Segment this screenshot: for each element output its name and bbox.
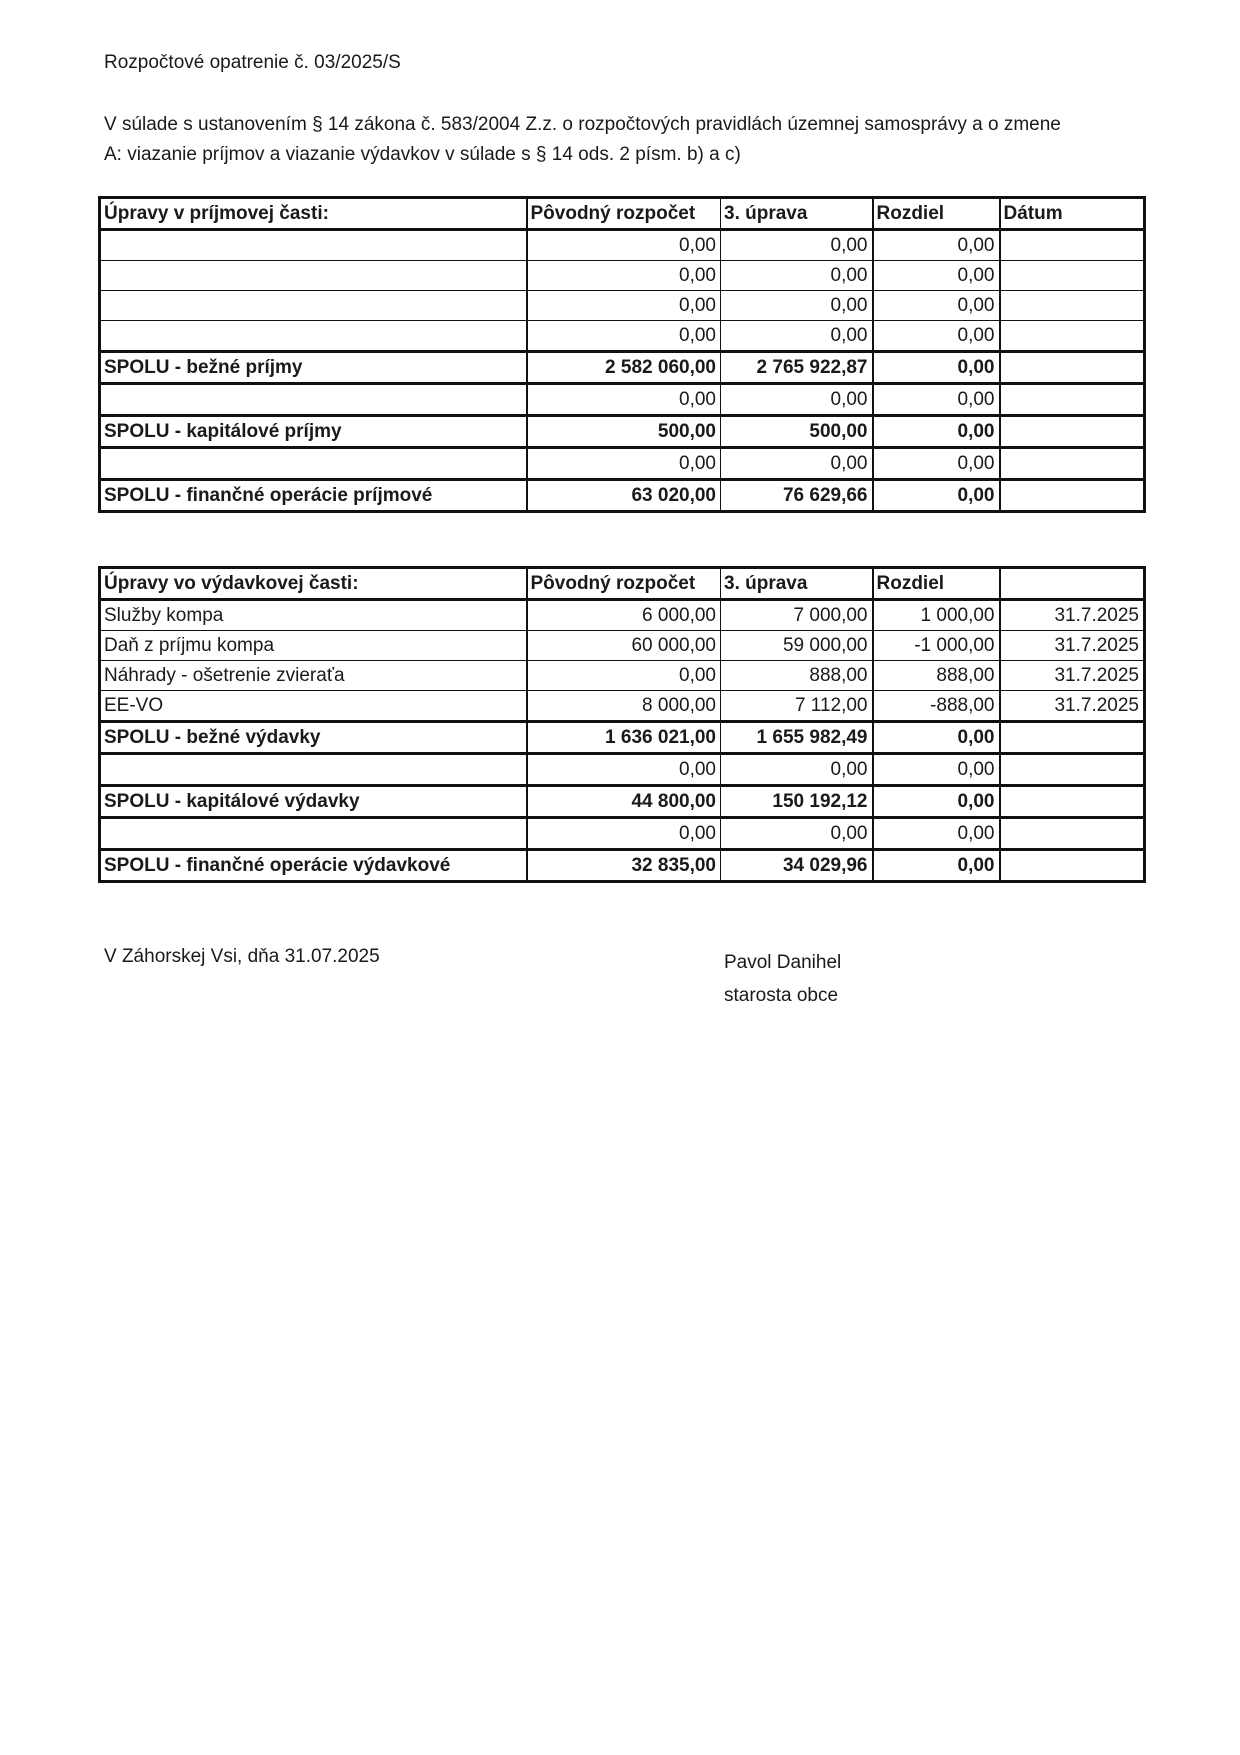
revision-cell: 7 000,00 (721, 600, 873, 631)
date-cell (1000, 480, 1145, 512)
row-label (100, 261, 527, 291)
table-row (100, 448, 1145, 480)
date-cell: 31.7.2025 (1000, 691, 1145, 722)
table-header-row (100, 568, 1145, 600)
table-row (100, 600, 1145, 631)
signer-title: starosta obce (724, 985, 839, 1006)
column-header: Pôvodný rozpočet (527, 568, 721, 600)
difference-cell: 0,00 (873, 416, 1000, 448)
revision-cell: 76 629,66 (721, 480, 873, 512)
expense-table (98, 566, 1146, 883)
difference-cell: 1 000,00 (873, 600, 1000, 631)
revision-cell: 0,00 (721, 291, 873, 321)
original-budget-cell: 44 800,00 (527, 786, 721, 818)
table-row (100, 321, 1145, 352)
revision-cell: 0,00 (721, 818, 873, 850)
difference-cell: 0,00 (873, 291, 1000, 321)
table-row (100, 631, 1145, 661)
original-budget-cell: 0,00 (527, 448, 721, 480)
table-row (100, 661, 1145, 691)
revision-cell: 0,00 (721, 754, 873, 786)
row-label (100, 384, 527, 416)
column-header: 3. úprava (721, 568, 873, 600)
date-cell (1000, 818, 1145, 850)
original-budget-cell: 0,00 (527, 291, 721, 321)
row-label: SPOLU - finančné operácie príjmové (100, 480, 527, 512)
original-budget-cell: 60 000,00 (527, 631, 721, 661)
table-header-row (100, 198, 1145, 230)
original-budget-cell: 0,00 (527, 754, 721, 786)
revision-cell: 0,00 (721, 230, 873, 261)
difference-cell: 888,00 (873, 661, 1000, 691)
revision-cell: 0,00 (721, 448, 873, 480)
intro-line-1: V súlade s ustanovením § 14 zákona č. 583/2004 Z.z. o rozpočtových pravidlách územnej samosprávy a o zmene (104, 114, 1061, 135)
intro-line-2: A: viazanie príjmov a viazanie výdavkov v súlade s § 14 ods. 2 písm. b) a c) (104, 144, 741, 165)
date-cell: 31.7.2025 (1000, 661, 1145, 691)
date-cell (1000, 786, 1145, 818)
total-row (100, 722, 1145, 754)
table-row (100, 291, 1145, 321)
original-budget-cell: 0,00 (527, 818, 721, 850)
total-row (100, 416, 1145, 448)
row-label: SPOLU - kapitálové príjmy (100, 416, 527, 448)
total-row (100, 352, 1145, 384)
row-label (100, 291, 527, 321)
difference-cell: 0,00 (873, 754, 1000, 786)
date-cell (1000, 230, 1145, 261)
date-cell (1000, 321, 1145, 352)
revision-cell: 0,00 (721, 261, 873, 291)
date-cell (1000, 352, 1145, 384)
total-row (100, 786, 1145, 818)
date-cell: 31.7.2025 (1000, 600, 1145, 631)
revision-cell: 2 765 922,87 (721, 352, 873, 384)
table-row (100, 384, 1145, 416)
row-label: SPOLU - kapitálové výdavky (100, 786, 527, 818)
date-cell (1000, 384, 1145, 416)
original-budget-cell: 63 020,00 (527, 480, 721, 512)
revision-cell: 888,00 (721, 661, 873, 691)
row-label: SPOLU - bežné výdavky (100, 722, 527, 754)
difference-cell: -1 000,00 (873, 631, 1000, 661)
column-header: Úpravy v príjmovej časti: (100, 198, 527, 230)
original-budget-cell: 8 000,00 (527, 691, 721, 722)
total-row (100, 480, 1145, 512)
date-cell (1000, 448, 1145, 480)
date-cell (1000, 722, 1145, 754)
original-budget-cell: 0,00 (527, 261, 721, 291)
row-label (100, 754, 527, 786)
original-budget-cell: 0,00 (527, 384, 721, 416)
table-row (100, 818, 1145, 850)
difference-cell: 0,00 (873, 480, 1000, 512)
column-header: 3. úprava (721, 198, 873, 230)
revision-cell: 1 655 982,49 (721, 722, 873, 754)
table-row (100, 691, 1145, 722)
intro-paragraph (104, 110, 1061, 170)
column-header: Úpravy vo výdavkovej časti: (100, 568, 527, 600)
difference-cell: 0,00 (873, 786, 1000, 818)
row-label: SPOLU - finančné operácie výdavkové (100, 850, 527, 882)
signer-name: Pavol Danihel (724, 952, 842, 973)
revision-cell: 500,00 (721, 416, 873, 448)
original-budget-cell: 6 000,00 (527, 600, 721, 631)
row-label: Náhrady - ošetrenie zvieraťa (100, 661, 527, 691)
income-table-body (100, 198, 1145, 512)
row-label (100, 818, 527, 850)
original-budget-cell: 0,00 (527, 661, 721, 691)
place-and-date: V Záhorskej Vsi, dňa 31.07.2025 (104, 946, 380, 967)
column-header (1000, 568, 1145, 600)
original-budget-cell: 2 582 060,00 (527, 352, 721, 384)
total-row (100, 850, 1145, 882)
column-header: Rozdiel (873, 198, 1000, 230)
difference-cell: 0,00 (873, 230, 1000, 261)
column-header: Rozdiel (873, 568, 1000, 600)
original-budget-cell: 0,00 (527, 321, 721, 352)
signature-block (724, 946, 841, 1012)
difference-cell: 0,00 (873, 818, 1000, 850)
date-cell (1000, 291, 1145, 321)
difference-cell: 0,00 (873, 448, 1000, 480)
date-cell (1000, 416, 1145, 448)
row-label (100, 321, 527, 352)
row-label: Služby kompa (100, 600, 527, 631)
difference-cell: 0,00 (873, 850, 1000, 882)
column-header: Pôvodný rozpočet (527, 198, 721, 230)
difference-cell: 0,00 (873, 261, 1000, 291)
difference-cell: 0,00 (873, 384, 1000, 416)
expense-table-body (100, 568, 1145, 882)
table-row (100, 230, 1145, 261)
difference-cell: 0,00 (873, 352, 1000, 384)
difference-cell: 0,00 (873, 321, 1000, 352)
revision-cell: 59 000,00 (721, 631, 873, 661)
row-label: EE-VO (100, 691, 527, 722)
date-cell (1000, 850, 1145, 882)
column-header: Dátum (1000, 198, 1145, 230)
table-row (100, 261, 1145, 291)
document-title: Rozpočtové opatrenie č. 03/2025/S (104, 52, 401, 73)
original-budget-cell: 1 636 021,00 (527, 722, 721, 754)
revision-cell: 150 192,12 (721, 786, 873, 818)
income-table (98, 196, 1146, 513)
row-label (100, 448, 527, 480)
date-cell (1000, 261, 1145, 291)
date-cell (1000, 754, 1145, 786)
table-row (100, 754, 1145, 786)
date-cell: 31.7.2025 (1000, 631, 1145, 661)
revision-cell: 7 112,00 (721, 691, 873, 722)
revision-cell: 34 029,96 (721, 850, 873, 882)
row-label: Daň z príjmu kompa (100, 631, 527, 661)
revision-cell: 0,00 (721, 384, 873, 416)
original-budget-cell: 500,00 (527, 416, 721, 448)
revision-cell: 0,00 (721, 321, 873, 352)
difference-cell: 0,00 (873, 722, 1000, 754)
difference-cell: -888,00 (873, 691, 1000, 722)
row-label (100, 230, 527, 261)
original-budget-cell: 0,00 (527, 230, 721, 261)
original-budget-cell: 32 835,00 (527, 850, 721, 882)
row-label: SPOLU - bežné príjmy (100, 352, 527, 384)
